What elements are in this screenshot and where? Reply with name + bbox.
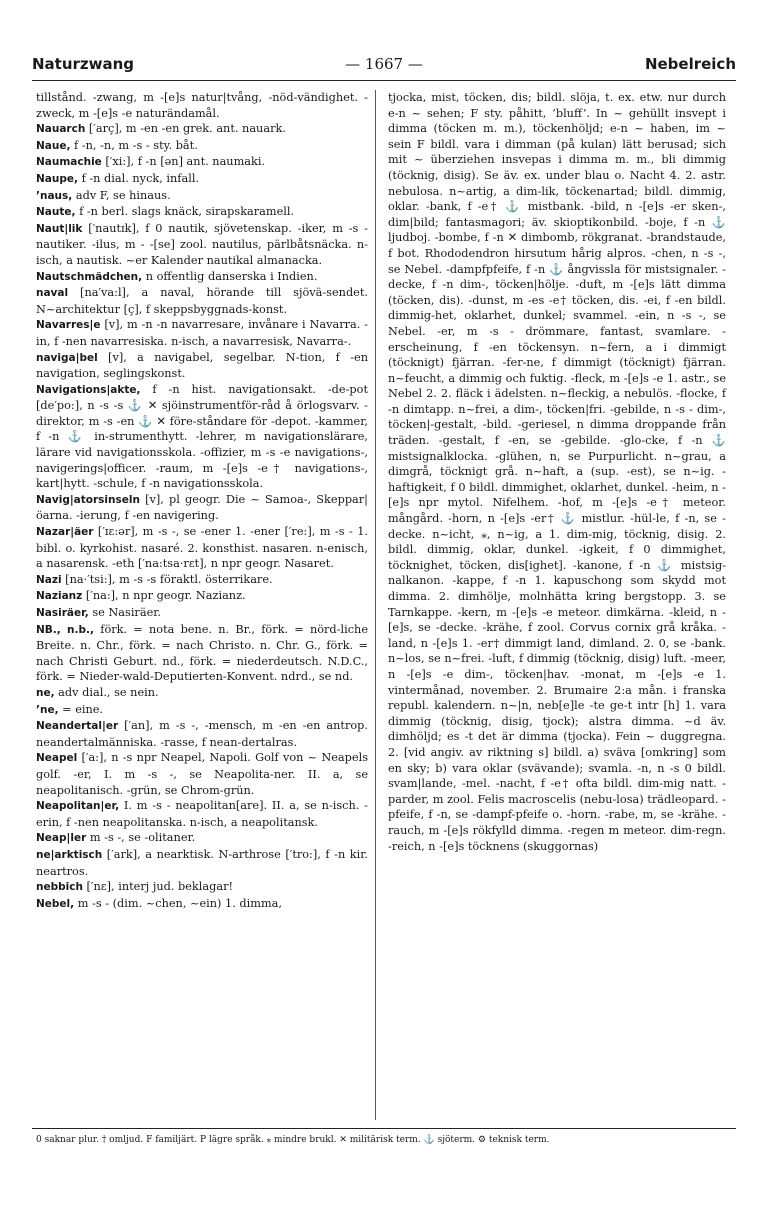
left-column [36, 90, 368, 912]
entry-headword: Naute, [36, 206, 76, 219]
entry-headword: NB., n.b., [36, 623, 95, 636]
entry-definition: [v], m -n -n navarresare, invånare i Navarra. -in, f -nen navarresiska. n-isch, a navarresisk, Navarra-. [36, 318, 368, 348]
footer-rule [32, 1128, 736, 1129]
dictionary-entry [36, 685, 368, 702]
page-header [32, 52, 736, 76]
entry-definition: tillstånd. -zwang, m -[e]s natur|tvång, -nöd-vändighet. -zweck, m -[e]s -e naturändamål. [36, 91, 368, 120]
dictionary-entry [36, 121, 368, 138]
entry-definition: f -n, -n, m -s - sty. båt. [70, 138, 198, 152]
dictionary-entry [36, 317, 368, 349]
entry-headword: Nazi [36, 573, 62, 586]
dictionary-entry [36, 204, 368, 221]
dictionary-entry [36, 702, 368, 719]
entry-headword: nebbich [36, 881, 83, 894]
entry-definition: [v], a navigabel, segelbar. N-tion, f -en navigation, seglingskonst. [36, 350, 368, 381]
entry-definition: [′xi:], f -n [ən] ant. naumaki. [101, 155, 266, 169]
column-divider [375, 90, 376, 1120]
entry-definition: f -n hist. navigationsakt. -de-pot [de′po:], n -s -s ⚓ ✕ sjöinstrumentför-råd å örlogsvarv. -direktor, m -s -en ⚓ ✕ före-ståndare för -depot. -kammer, f -n ⚓ in-strumenthytt. -lehrer, m navigationslärare, lärare vid navigationsskola. -offizier, m -s -e navigations-, navigerings|officer. -raum, m -[e]s -e† navigations-, kart|hytt. -schule, f -n navigationsskola. [36, 382, 368, 491]
page-number: — 1667 — [345, 55, 423, 73]
entry-definition: [na′va:l], a naval, hörande till sjövä-sendet. N~architektur [ç], f skeppsbyggnads-konst. [36, 286, 368, 316]
header-right-guide-word: Nebelreich [644, 55, 736, 73]
entry-headword: Naut|lik [36, 222, 83, 235]
right-column [388, 90, 726, 854]
entry-headword: Nauarch [36, 123, 86, 136]
dictionary-entry [36, 188, 368, 205]
entry-definition: se Nasiräer. [88, 606, 161, 619]
dictionary-entry [36, 90, 368, 121]
dictionary-entry [36, 896, 368, 913]
dictionary-entry [36, 798, 368, 830]
dictionary-entry [36, 524, 368, 572]
entry-definition: I. m -s - neapolitan[are]. II. a, se n-isch. -erin, f -nen neapolitanska. n-isch, a neapolitansk. [36, 799, 368, 829]
header-rule [32, 80, 736, 81]
entry-headword: Nazar|äer [36, 526, 94, 539]
entry-definition: [′a:], n -s npr Neapel, Napoli. Golf von ~ Neapels golf. -er, I. m -s -, se Neapolita-ner. II. a, se neapolitanisch. -grün, se Chrom-grün. [36, 751, 368, 797]
dictionary-entry [36, 605, 368, 622]
entry-headword: Neapel [36, 752, 78, 765]
entry-definition: n offentlig danserska i Indien. [142, 269, 318, 283]
entry-definition: = eine. [58, 702, 104, 716]
entry-definition: adv F, se hinaus. [72, 188, 171, 202]
dictionary-entry [36, 221, 368, 269]
entry-definition: adv dial., se nein. [54, 685, 159, 699]
dictionary-entry [36, 285, 368, 317]
dictionary-entry [36, 269, 368, 286]
dictionary-entry [36, 171, 368, 188]
dictionary-entry [36, 138, 368, 155]
entry-definition: [′an], m -s -, -mensch, m -en -en antrop. neandertalmänniska. -rasse, f nean-dertalras. [36, 719, 368, 749]
entry-definition: f -n berl. slags knäck, sirapskaramell. [75, 205, 295, 219]
entry-definition: f -n dial. nyck, infall. [77, 171, 200, 185]
entry-headword: ne|arktisch [36, 848, 103, 861]
dictionary-entry [36, 154, 368, 171]
abbreviation-key: 0 saknar plur. † omljud. F familjärt. P lägre språk. ⁎ mindre brukl. ✕ militärisk term. ⚓ sjöterm. ⚙ teknisk term. [36, 1135, 550, 1145]
dictionary-entry [36, 382, 368, 492]
entry-headword: Neapolitan|er, [36, 800, 120, 813]
entry-headword: Naue, [36, 139, 71, 152]
entry-headword: ’ne, [36, 703, 59, 716]
entry-definition: [′na:], n npr geogr. Nazianz. [82, 589, 246, 603]
entry-headword: Nebel, [36, 897, 75, 910]
entry-headword: naviga|bel [36, 351, 98, 364]
entry-definition: [′ark], a nearktisk. N-arthrose [′tro:], f -n kir. neartros. [36, 847, 368, 878]
entry-definition: förk. = nota bene. n. Br., förk. = nörd-liche Breite. n. Chr., förk. = nach Christo. n. Chr. G., förk. = nach Christi Geburt. nd., förk. = niederdeutsch. N.D.C., förk. = Nieder-wald-Deputierten-Konvent. ndrd., se nd. [36, 622, 368, 684]
dictionary-entry [388, 90, 726, 854]
entry-headword: Nautschmädchen, [36, 270, 143, 283]
dictionary-entry [36, 588, 368, 605]
entry-definition: tjocka, mist, töcken, dis; bildl. slöja, t. ex. etw. nur durch e-n ~ sehen; F sty. påhitt, ’bluff’. In ~ gehüllt insvept i dimma (töcken m. m.), töckenhöljd; e-n ~ haben, im ~ sein F bildl. vara i dimman (på kulan) lätt berusad; sich mit ~ überziehen insvepas i dimma m. m., bli dimmig (töcknig, disig). Se äv. ex. under blau o. Nacht 4. 2. astr. nebulosa. n~artig, a dim-lik, töckenartad; bildl. dimmig, oklar. -bank, f -e† ⚓ mistbank. -bild, n -[e]s -er sken-, dim|bild; fantasmagori; äv. skioptikonbild. -boje, f -n ⚓ ljudboj. -bombe, f -n ✕ dimbomb, rökgranat. -brandstaude, f bot. Rhododendron hirsutum hårig alpros. -chen, n -s -, se Nebel. -dampfpfeife, f -n ⚓ ångvissla för mistsignaler. -decke, f -n dim-, töcken|hölje. -duft, m -[e]s lätt dimma (töcken, dis). -dunst, m -es -e† töcken, dis. -ei, f -en bildl. dimmig-het, oklarhet, dunkel; svammel. -ein, n -s -, se Nebel. -er, m -s - drömmare, fantast, svamlare. -erscheinung, f -en töckensyn. n~fern, a i dimmigt (töcknigt) fjärran. -fer-ne, f dimmigt (töcknigt) fjärran. n~feucht, a dimmig och fuktig. -fleck, m -[e]s -e 1. astr., se Nebel 2. 2. fläck i ädelsten. n~fleckig, a nebulös. -flocke, f -n dimtapp. n~frei, a dim-, töcken|fri. -gebilde, n -s - dim-, töcken|-gestalt, -bild. -geriesel, n dimma droppande från träden. -gestalt, f -en, se -gebilde. -glo-cke, f -n ⚓ mistsignalklocka. -glühen, n, se Purpurlicht. n~grau, a dimgrå, töcknigt grå. n~haft, a (sup. -est), se n~ig. -haftigkeit, f 0 bildl. dimmighet, oklarhet, dunkel. -heim, n -[e]s npr mytol. Nifelhem. -hof, m -[e]s -e† meteor. mångård. -horn, n -[e]s -er† ⚓ mistlur. -hül-le, f -n, se -decke. n~icht, ⁎, n~ig, a 1. dim-mig, töcknig, disig. 2. bildl. dimmig, oklar, dunkel. -igkeit, f 0 dimmighet, töcknighet, töcken, dis[ighet]. -kanone, f -n ⚓ mistsig-nalkanon. -kappe, f -n 1. kapuschong som skydd mot dimma. 2. dimhölje, molnhätta kring bergstopp. 3. se Tarnkappe. -kern, m -[e]s -e meteor. dimkärna. -kleid, n -[e]s, se -decke. -krähe, f zool. Corvus cornix grå kråka. -land, n -[e]s 1. -er† dimmigt land, dimland. 2. 0, se -bank. n~los, se n~frei. -luft, f dimmig (töcknig, disig) luft. -meer, n -[e]s -e dim-, töcken|hav. -monat, m -[e]s -e 1. vintermånad, november. 2. Brumaire 2:a mån. i franska republ. kalendern. n~|n, neb[e]le -te ge-t intr [h] 1. vara dimmig (töcknig, disig, tjock); alstra dimma. ~d äv. dimhöljd; es -t det är dimma (tjocka). Fein ~ duggregna. 2. [vid angiv. av riktning s] bildl. a) sväva [omkring] som en sky; b) vara oklar (svävande); svamla. -n, n -s 0 bildl. svam|lande, -mel. -nacht, f -e† ofta bildl. dim-mig natt. -parder, m zool. Felis macroscelis (nebu-losa) trädleopard. -pfeife, f -n, se -dampf-pfeife o. -horn. -rabe, m, se -krähe. -rauch, m -[e]s rökfylld dimma. -regen m meteor. dim-regn. -reich, n -[e]s töcknens (skuggornas) [388, 91, 726, 853]
entry-definition: m -s -, se -olitaner. [86, 831, 196, 845]
entry-definition: [v], pl geogr. Die ~ Samoa-, Skeppar|öarna. -ierung, f -en navigering. [36, 492, 368, 523]
dictionary-entry [36, 492, 368, 524]
dictionary-entry [36, 622, 368, 685]
entry-definition: [′arç], m -en -en grek. ant. nauark. [85, 122, 286, 136]
dictionary-entry [36, 750, 368, 798]
entry-headword: Nazianz [36, 590, 83, 603]
entry-headword: Navarres|e [36, 319, 101, 332]
dictionary-entry [36, 830, 368, 847]
entry-headword: Nasiräer, [36, 607, 89, 619]
entry-definition: [′nautɪk], f 0 nautik, sjövetenskap. -iker, m -s - nautiker. -ilus, m - -[se] zool. nautilus, pärlbåtsnäcka. n-isch, a nautisk. ~er Kalender nautikal almanacka. [36, 221, 368, 267]
entry-headword: Naupe, [36, 172, 78, 185]
entry-headword: ’naus, [36, 189, 73, 202]
entry-headword: Neap|ler [36, 832, 87, 845]
entry-definition: [na·′tsi:], m -s -s föraktl. österrikare. [61, 572, 273, 586]
dictionary-entry [36, 718, 368, 750]
dictionary-entry [36, 572, 368, 589]
dictionary-entry [36, 847, 368, 879]
entry-definition: m -s - (dim. ~chen, ~ein) 1. dimma, [74, 896, 283, 910]
dictionary-entry [36, 879, 368, 896]
entry-definition: [′ɪɛ:ər], m -s -, se -ener 1. -ener [′re:], m -s - 1. bibl. o. kyrkohist. nasaré. 2. konsthist. nasaren. n-enisch, a nasarensk. -eth [′na:tsa·rɛt], n npr geogr. Nasaret. [36, 525, 368, 571]
dictionary-entry [36, 350, 368, 382]
header-left-guide-word: Naturzwang [32, 55, 135, 73]
entry-headword: naval [36, 287, 69, 300]
entry-headword: Neandertal|er [36, 720, 119, 733]
entry-definition: [′nɛ], interj jud. beklagar! [82, 880, 234, 894]
entry-headword: Navig|atorsinseln [36, 493, 140, 506]
entry-headword: ne, [36, 686, 55, 699]
entry-headword: Navigations|akte, [36, 383, 141, 396]
entry-headword: Naumachie [36, 156, 102, 169]
